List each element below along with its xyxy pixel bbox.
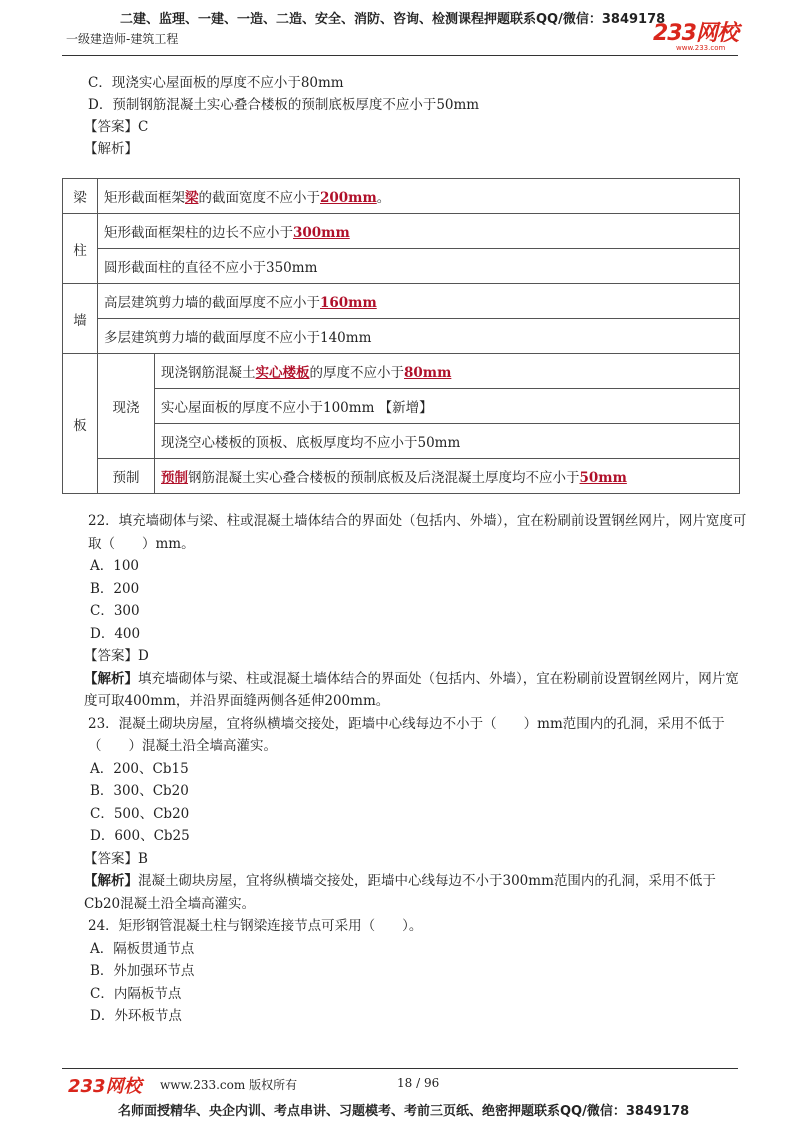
answer: 【答案】C <box>84 119 149 135</box>
table-row <box>63 389 740 424</box>
table-cell: 预制钢筋混凝土实心叠合楼板的预制底板及后浇混凝土厚度均不应小于50mm <box>155 459 740 494</box>
option-a: A．隔板贯通节点 <box>90 940 195 957</box>
option-c: C．300 <box>90 603 140 619</box>
analysis-label: 【解析】 <box>84 141 138 157</box>
table-cell: 现浇空心楼板的顶板、底板厚度均不应小于50mm <box>155 424 740 459</box>
option-d: D．400 <box>90 625 141 642</box>
category-cell: 梁 <box>63 179 98 214</box>
footer-divider <box>62 1068 738 1069</box>
table-cell: 高层建筑剪力墙的截面厚度不应小于160mm <box>98 284 740 319</box>
subcategory-cell: 现浇 <box>98 354 155 459</box>
header-banner: 二建、监理、一建、一造、二造、安全、消防、咨询、检测课程押题联系QQ/微信：3849178 <box>120 12 666 27</box>
table-row <box>63 319 740 354</box>
category-cell: 墙 <box>63 284 98 354</box>
option-a: A．100 <box>90 558 140 574</box>
option-b: B．300、Cb20 <box>90 783 189 799</box>
header-subtitle: 一级建造师-建筑工程 <box>66 32 179 46</box>
page-number: 18 / 96 <box>397 1076 440 1090</box>
header-divider <box>62 55 738 56</box>
subcategory-cell: 预制 <box>98 459 155 494</box>
option-d: D．预制钢筋混凝土实心叠合楼板的预制底板厚度不应小于50mm <box>88 97 480 113</box>
questions-section <box>84 510 748 1028</box>
table-row <box>63 354 740 389</box>
question-stem: 24．矩形钢管混凝土柱与钢梁连接节点可采用（ ）。 <box>88 918 423 934</box>
table-row <box>63 459 740 494</box>
footer-logo: 233网校 <box>68 1076 142 1097</box>
table-row <box>63 424 740 459</box>
option-a: A．200、Cb15 <box>90 760 189 777</box>
footer-copyright: www.233.com 版权所有 <box>160 1078 298 1092</box>
option-c: C．内隔板节点 <box>90 985 182 1002</box>
question-stem: 23．混凝土砌块房屋，宜将纵横墙交接处，距墙中心线每边不小于（ ）mm范围内的孔洞，采用不低于（ ）混凝土沿全墙高灌实。 <box>88 715 725 754</box>
table-cell: 多层建筑剪力墙的截面厚度不应小于140mm <box>98 319 740 354</box>
option-b: B．外加强环节点 <box>90 963 195 979</box>
table-cell: 圆形截面柱的直径不应小于350mm <box>98 249 740 284</box>
analysis: 【解析】填充墙砌体与梁、柱或混凝土墙体结合的界面处（包括内、外墙），宜在粉刷前设置钢丝网片，网片宽度可取400mm，并沿界面缝两侧各延伸200mm。 <box>84 670 739 709</box>
analysis: 【解析】混凝土砌块房屋，宜将纵横墙交接处，距墙中心线每边不小于300mm范围内的孔洞，采用不低于Cb20混凝土沿全墙高灌实。 <box>84 873 716 912</box>
question-stem: 22．填充墙砌体与梁、柱或混凝土墙体结合的界面处（包括内、外墙），宜在粉刷前设置钢丝网片，网片宽度可取（ ）mm。 <box>88 513 747 552</box>
category-cell: 板 <box>63 354 98 494</box>
option-b: B．200 <box>90 580 140 597</box>
answer: 【答案】B <box>84 850 148 867</box>
table-row <box>63 179 740 214</box>
question-24 <box>88 915 748 1028</box>
answer: 【答案】D <box>84 648 149 664</box>
question-23 <box>84 713 748 916</box>
category-cell: 柱 <box>63 214 98 284</box>
prev-question-tail <box>84 72 748 160</box>
table-row <box>63 214 740 249</box>
option-c: C．500、Cb20 <box>90 805 190 822</box>
table-row <box>63 284 740 319</box>
table-cell: 矩形截面框架柱的边长不应小于300mm <box>98 214 740 249</box>
option-d: D．外环板节点 <box>90 1008 182 1024</box>
table-cell: 现浇钢筋混凝土实心楼板的厚度不应小于80mm <box>155 354 740 389</box>
minimum-dimensions-table <box>62 178 740 494</box>
table-cell: 实心屋面板的厚度不应小于100mm 【新增】 <box>155 389 740 424</box>
brand-logo-url: www.233.com <box>676 44 726 52</box>
option-d: D．600、Cb25 <box>90 828 190 844</box>
question-22 <box>84 510 748 713</box>
brand-logo: 233网校 <box>653 21 738 46</box>
footer-promo: 名师面授精华、央企内训、考点串讲、习题模考、考前三页纸、绝密押题联系QQ/微信：3849178 <box>118 1104 690 1119</box>
table-cell: 矩形截面框架梁的截面宽度不应小于200mm。 <box>98 179 740 214</box>
option-c: C．现浇实心屋面板的厚度不应小于80mm <box>88 75 344 91</box>
table-row <box>63 249 740 284</box>
